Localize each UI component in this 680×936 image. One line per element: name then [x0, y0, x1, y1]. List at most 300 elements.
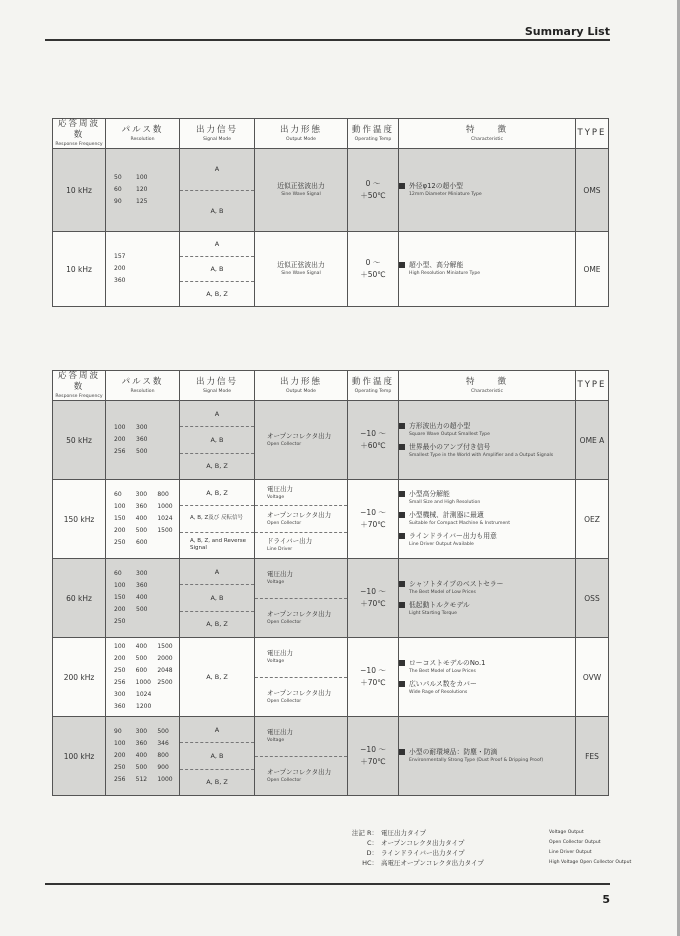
resolution-line — [114, 434, 179, 446]
column-header-freq — [53, 119, 106, 149]
feature-en: Environmentally Strong Type (Dust Proof & Dripping Proof) — [409, 758, 544, 763]
resolution-value: 346 — [157, 740, 169, 747]
resolution-value: 360 — [135, 740, 148, 747]
resolution-list — [106, 641, 179, 713]
resolution-value: 600 — [135, 667, 148, 674]
column-header-char — [399, 371, 576, 401]
type-cell — [576, 149, 609, 232]
resolution-value: 200 — [114, 436, 126, 443]
column-header-jp: TYPE — [577, 380, 607, 390]
column-header-sig — [180, 371, 255, 401]
resolution-line — [114, 738, 179, 750]
square-bullet-icon — [399, 602, 405, 608]
resolution-value: 1500 — [157, 527, 173, 534]
output-mode-jp: オープンコレクタ出力 — [267, 688, 332, 697]
resolution-cell — [106, 717, 180, 796]
resolution-value: 200 — [114, 655, 126, 662]
note-jp: 電圧出力タイプ — [381, 829, 427, 837]
note-key — [340, 848, 381, 858]
resolution-list — [106, 726, 179, 786]
column-header-jp: 出力形態 — [279, 376, 322, 387]
output-mode-list — [255, 480, 347, 558]
resolution-value: 90 — [114, 728, 122, 735]
resolution-value: 2048 — [157, 667, 173, 674]
output-mode-en: Open Collector — [267, 698, 302, 704]
column-header-jp: TYPE — [577, 128, 607, 138]
note-item — [340, 848, 631, 858]
temp-cell — [348, 480, 399, 559]
signal-mode-text: A, B, Z — [206, 673, 228, 681]
table-row — [53, 480, 609, 559]
resolution-value: 256 — [114, 448, 126, 455]
table-row — [53, 717, 609, 796]
column-header-char — [399, 119, 576, 149]
signal-mode — [180, 638, 254, 716]
model-type: OME — [583, 264, 601, 274]
resolution-value: 1024 — [157, 515, 173, 522]
output-cell — [255, 480, 348, 559]
note-key-text: C： — [366, 839, 378, 847]
response-frequency: 150 kHz — [63, 514, 95, 524]
signal-mode — [180, 191, 254, 232]
resolution-line — [114, 446, 179, 458]
model-type: FES — [585, 751, 599, 761]
signal-cell — [180, 149, 255, 232]
resolution-value: 400 — [135, 515, 148, 522]
type-cell — [576, 480, 609, 559]
characteristic-cell — [399, 638, 576, 717]
note-key — [340, 828, 381, 838]
resolution-value: 300 — [136, 424, 148, 431]
signal-mode-text: A — [214, 165, 220, 174]
freq-cell — [53, 149, 106, 232]
column-header-jp: パルス数 — [121, 376, 164, 387]
resolution-line — [114, 525, 179, 537]
resolution-value: 100 — [114, 582, 126, 589]
feature-jp: 低起動トルクモデル — [409, 600, 470, 609]
response-frequency: 50 kHz — [66, 435, 92, 445]
column-header-en: Output Mode — [286, 388, 316, 394]
type-cell — [576, 717, 609, 796]
feature-jp: 超小型、高分解能 — [409, 261, 464, 269]
resolution-value: 90 — [114, 198, 122, 205]
square-bullet-icon — [399, 491, 405, 497]
freq-cell — [53, 717, 106, 796]
column-header-jp: 出力形態 — [279, 124, 322, 135]
output-cell — [255, 149, 348, 232]
resolution-line — [114, 774, 179, 786]
resolution-value: 60 — [114, 186, 122, 193]
resolution-line — [114, 275, 179, 287]
resolution-line — [114, 513, 179, 525]
signal-mode-text: A, B — [210, 751, 224, 760]
resolution-line — [114, 750, 179, 762]
column-header-en: Operating Temp — [354, 388, 392, 394]
square-bullet-icon — [399, 749, 405, 755]
feature-item — [399, 659, 575, 675]
resolution-list — [106, 489, 179, 549]
signal-mode — [180, 717, 254, 743]
signal-list — [180, 638, 254, 716]
resolution-value: 300 — [136, 570, 148, 577]
column-header-res — [106, 119, 180, 149]
output-mode-en: Open Collector — [267, 619, 302, 625]
resolution-line — [114, 701, 179, 713]
resolution-cell — [106, 232, 180, 307]
resolution-value: 250 — [114, 764, 126, 771]
table-1-body — [53, 149, 609, 307]
resolution-line — [114, 501, 179, 513]
feature-item — [399, 601, 575, 617]
output-mode-en: Line Driver — [267, 547, 293, 553]
response-frequency: 60 kHz — [66, 593, 92, 603]
model-type: OMS — [583, 185, 601, 195]
feature-jp: 小型機械、計測器に最適 — [409, 511, 484, 519]
resolution-value: 400 — [135, 752, 148, 759]
resolution-value: 200 — [114, 527, 126, 534]
temp-cell — [348, 559, 399, 638]
resolution-value: 100 — [114, 424, 126, 431]
output-mode-list — [255, 559, 347, 637]
resolution-value: 500 — [135, 527, 148, 534]
resolution-value: 500 — [135, 655, 148, 662]
signal-mode — [180, 480, 254, 506]
column-header-jp: 特 徴 — [465, 376, 508, 387]
temp-cell — [348, 401, 399, 480]
output-cell — [255, 559, 348, 638]
column-header-en: Signal Mode — [202, 388, 232, 394]
column-header-en: Signal Mode — [202, 136, 232, 142]
operating-temp: −10 ～ — [360, 666, 386, 675]
resolution-value: 600 — [136, 539, 148, 546]
feature-item — [399, 511, 575, 527]
output-mode-en: Open Collector — [267, 442, 302, 447]
resolution-value: 256 — [114, 679, 126, 686]
note-key-text: HC： — [362, 859, 378, 867]
square-bullet-icon — [399, 660, 405, 666]
signal-cell — [180, 717, 255, 796]
type-cell — [576, 401, 609, 480]
note-jp: ラインドライバー出力タイプ — [381, 849, 465, 857]
resolution-value: 2500 — [157, 679, 173, 686]
feature-en: Small Size and High Resolution — [409, 500, 481, 505]
column-header-en: Response Frequency — [55, 394, 103, 399]
freq-cell — [53, 480, 106, 559]
resolution-line — [114, 762, 179, 774]
type-cell — [576, 559, 609, 638]
operating-temp: ＋60℃ — [360, 441, 386, 450]
header-row — [53, 119, 609, 149]
column-header-en: Response Frequency — [55, 142, 103, 147]
freq-cell — [53, 232, 106, 307]
resolution-line — [114, 726, 179, 738]
feature-en: Light Starting Torque — [409, 610, 458, 616]
output-mode — [255, 401, 347, 479]
resolution-line — [114, 184, 179, 196]
resolution-value: 300 — [135, 491, 148, 498]
output-mode — [255, 182, 347, 198]
output-cell — [255, 717, 348, 796]
feature-jp: ラインドライバー出力も用意 — [409, 532, 497, 540]
signal-mode — [180, 282, 254, 306]
resolution-value: 1200 — [136, 703, 152, 710]
resolution-line — [114, 592, 179, 604]
feature-jp: 小型高分解能 — [409, 490, 450, 498]
signal-mode-text: A, B, Z — [206, 488, 228, 497]
signal-mode-text: A, B — [210, 265, 224, 273]
feature-jp: ローコストモデルのNo.1 — [409, 658, 486, 667]
signal-mode-text: A — [214, 725, 220, 734]
model-type: OVW — [582, 672, 602, 682]
signal-mode — [180, 743, 254, 769]
note-item — [340, 858, 631, 868]
column-header-temp — [348, 119, 399, 149]
page-header-title: Summary List — [524, 25, 610, 38]
output-mode-en: Sine Wave Signal — [281, 192, 321, 197]
column-header-en: Characteristic — [471, 388, 503, 394]
resolution-value: 100 — [114, 643, 126, 650]
feature-en: High Resolution Miniature Type — [409, 271, 481, 276]
operating-temp: ＋50℃ — [360, 270, 386, 279]
resolution-value: 512 — [135, 776, 148, 783]
operating-temp: ＋70℃ — [360, 599, 386, 608]
resolution-value: 360 — [135, 503, 148, 510]
resolution-cell — [106, 559, 180, 638]
column-header-jp: 動作温度 — [351, 124, 394, 135]
square-bullet-icon — [399, 681, 405, 687]
output-mode-en: Voltage — [267, 738, 285, 744]
signal-list — [180, 717, 254, 795]
square-bullet-icon — [399, 533, 405, 539]
resolution-value: 2000 — [157, 655, 173, 662]
feature-jp: 小型の耐環境品：防塵・防滴 — [409, 748, 498, 756]
resolution-value: 100 — [136, 174, 148, 181]
output-mode — [255, 678, 347, 717]
output-mode — [255, 599, 347, 638]
output-mode-list — [255, 638, 347, 716]
type-cell — [576, 232, 609, 307]
freq-cell — [53, 638, 106, 717]
note-en: Open Collector Output — [549, 840, 601, 845]
output-mode-list — [255, 717, 347, 795]
signal-mode — [180, 257, 254, 282]
operating-temp: ＋70℃ — [360, 757, 386, 766]
output-cell — [255, 638, 348, 717]
column-header-jp: 応答周波数 — [57, 119, 100, 140]
feature-en: The Best Model of Low Prices — [409, 589, 476, 595]
model-type: OSS — [584, 593, 600, 603]
output-mode-jp: オープンコレクタ出力 — [267, 767, 332, 776]
table-2-body — [53, 401, 609, 796]
operating-temp: 0 ～ — [365, 258, 381, 267]
resolution-line — [114, 641, 179, 653]
signal-mode-text: A, B, Z — [206, 290, 228, 298]
resolution-value: 200 — [114, 752, 126, 759]
resolution-line — [114, 653, 179, 665]
resolution-value: 125 — [136, 198, 148, 205]
table-row — [53, 638, 609, 717]
resolution-value: 60 — [114, 570, 122, 577]
signal-cell — [180, 480, 255, 559]
feature-jp: 世界最小のアンプ付き信号 — [409, 442, 491, 451]
resolution-line — [114, 568, 179, 580]
column-header-en: Operating Temp — [354, 136, 392, 142]
output-mode-jp: 電圧出力 — [267, 484, 293, 493]
signal-mode — [180, 585, 254, 611]
resolution-cell — [106, 480, 180, 559]
column-header-temp — [348, 371, 399, 401]
operating-temp: ＋70℃ — [360, 520, 386, 529]
feature-en: Square Wave Output Smallest Type — [409, 431, 490, 437]
resolution-line — [114, 172, 179, 184]
note-key-text: R： — [366, 829, 378, 837]
note-item — [340, 838, 631, 848]
square-bullet-icon — [399, 423, 405, 429]
signal-mode-text: A, B — [210, 593, 224, 602]
resolution-value: 360 — [114, 703, 126, 710]
resolution-value: 1000 — [157, 503, 173, 510]
operating-temp: 0 ～ — [365, 179, 381, 188]
output-mode-jp: オープンコレクタ出力 — [267, 432, 332, 440]
operating-temp: ＋70℃ — [360, 678, 386, 687]
output-mode — [255, 638, 347, 678]
column-header-jp: 出力信号 — [195, 376, 238, 387]
signal-mode-text: A, B — [210, 435, 224, 444]
signal-cell — [180, 638, 255, 717]
output-mode — [255, 533, 347, 558]
output-mode — [255, 506, 347, 532]
column-header-jp: 応答周波数 — [57, 371, 100, 392]
output-cell — [255, 401, 348, 480]
summary-table-1 — [52, 118, 609, 307]
resolution-line — [114, 263, 179, 275]
resolution-list — [106, 251, 179, 287]
column-header-freq — [53, 371, 106, 401]
column-header-en: Resolution — [130, 388, 155, 394]
feature-en: Smallest Type in the World with Amplifier and a Output Signals — [409, 452, 554, 458]
resolution-line — [114, 616, 179, 628]
signal-cell — [180, 559, 255, 638]
resolution-line — [114, 689, 179, 701]
table-row — [53, 149, 609, 232]
resolution-cell — [106, 149, 180, 232]
resolution-line — [114, 537, 179, 549]
resolution-value: 500 — [136, 606, 148, 613]
output-mode-list — [255, 401, 347, 479]
column-header-en: Resolution — [130, 136, 155, 142]
resolution-cell — [106, 638, 180, 717]
resolution-value: 900 — [157, 764, 169, 771]
output-mode-en: Open Collector — [267, 777, 302, 783]
note-en: Line Driver Output — [549, 850, 592, 855]
resolution-value: 100 — [114, 503, 126, 510]
signal-mode — [180, 149, 254, 191]
signal-mode — [180, 401, 254, 427]
table-1-header — [53, 119, 609, 149]
signal-mode-text: A, B, Z, and Reverse Signal — [190, 538, 246, 552]
feature-item — [399, 490, 575, 506]
resolution-value: 500 — [135, 764, 148, 771]
freq-cell — [53, 559, 106, 638]
response-frequency: 10 kHz — [66, 264, 92, 274]
signal-mode-text: A, B — [210, 206, 224, 215]
characteristic-cell — [399, 559, 576, 638]
note-jp: オープンコレクタ出力タイプ — [381, 839, 465, 847]
resolution-line — [114, 604, 179, 616]
signal-list — [180, 232, 254, 306]
page-number: 5 — [602, 893, 610, 906]
resolution-value: 500 — [157, 728, 169, 735]
table-row — [53, 559, 609, 638]
resolution-value: 60 — [114, 491, 122, 498]
feature-item — [399, 680, 575, 696]
feature-item — [399, 422, 575, 438]
feature-item — [399, 532, 575, 548]
resolution-value: 800 — [157, 752, 169, 759]
resolution-value: 360 — [136, 436, 148, 443]
output-mode — [255, 261, 347, 277]
resolution-value: 300 — [135, 728, 148, 735]
note-jp: 高電圧オープンコレクタ出力タイプ — [381, 859, 484, 867]
type-cell — [576, 638, 609, 717]
column-header-sig — [180, 119, 255, 149]
operating-temp: −10 ～ — [360, 587, 386, 596]
resolution-value: 400 — [135, 643, 148, 650]
operating-temp: ＋50℃ — [360, 191, 386, 200]
resolution-line — [114, 196, 179, 208]
operating-temp: −10 ～ — [360, 745, 386, 754]
column-header-type — [576, 371, 609, 401]
note-key — [340, 858, 381, 868]
feature-jp: 外径φ12の超小型 — [409, 182, 463, 190]
column-header-jp: 出力信号 — [195, 124, 238, 135]
output-mode-jp: 電圧出力 — [267, 570, 293, 579]
resolution-value: 1024 — [136, 691, 152, 698]
column-header-out — [255, 119, 348, 149]
feature-item — [399, 443, 575, 459]
note-key — [340, 838, 381, 848]
square-bullet-icon — [399, 183, 405, 189]
characteristic-cell — [399, 480, 576, 559]
signal-mode — [180, 506, 254, 532]
output-mode — [255, 757, 347, 796]
resolution-list — [106, 568, 179, 628]
feature-en: Suitable for Compact Machine & Instrument — [409, 521, 510, 526]
resolution-value: 150 — [114, 594, 126, 601]
output-mode-jp: オープンコレクタ出力 — [267, 609, 332, 618]
signal-mode — [180, 533, 254, 558]
signal-mode-text: A — [214, 409, 220, 418]
signal-cell — [180, 401, 255, 480]
freq-cell — [53, 401, 106, 480]
square-bullet-icon — [399, 581, 405, 587]
output-mode-en: Open Collector — [267, 520, 302, 526]
resolution-value: 250 — [114, 667, 126, 674]
legend-notes — [340, 828, 631, 868]
column-header-out — [255, 371, 348, 401]
header-rule — [45, 39, 610, 41]
output-mode-en: Sine Wave Signal — [281, 271, 321, 276]
column-header-jp: パルス数 — [121, 124, 164, 135]
feature-item — [399, 748, 575, 764]
response-frequency: 200 kHz — [63, 672, 95, 682]
note-key-text: D： — [366, 849, 378, 857]
feature-jp: 広いパルス数をカバー — [409, 679, 477, 688]
square-bullet-icon — [399, 262, 405, 268]
resolution-value: 360 — [136, 582, 148, 589]
resolution-value: 50 — [114, 174, 122, 181]
resolution-line — [114, 677, 179, 689]
